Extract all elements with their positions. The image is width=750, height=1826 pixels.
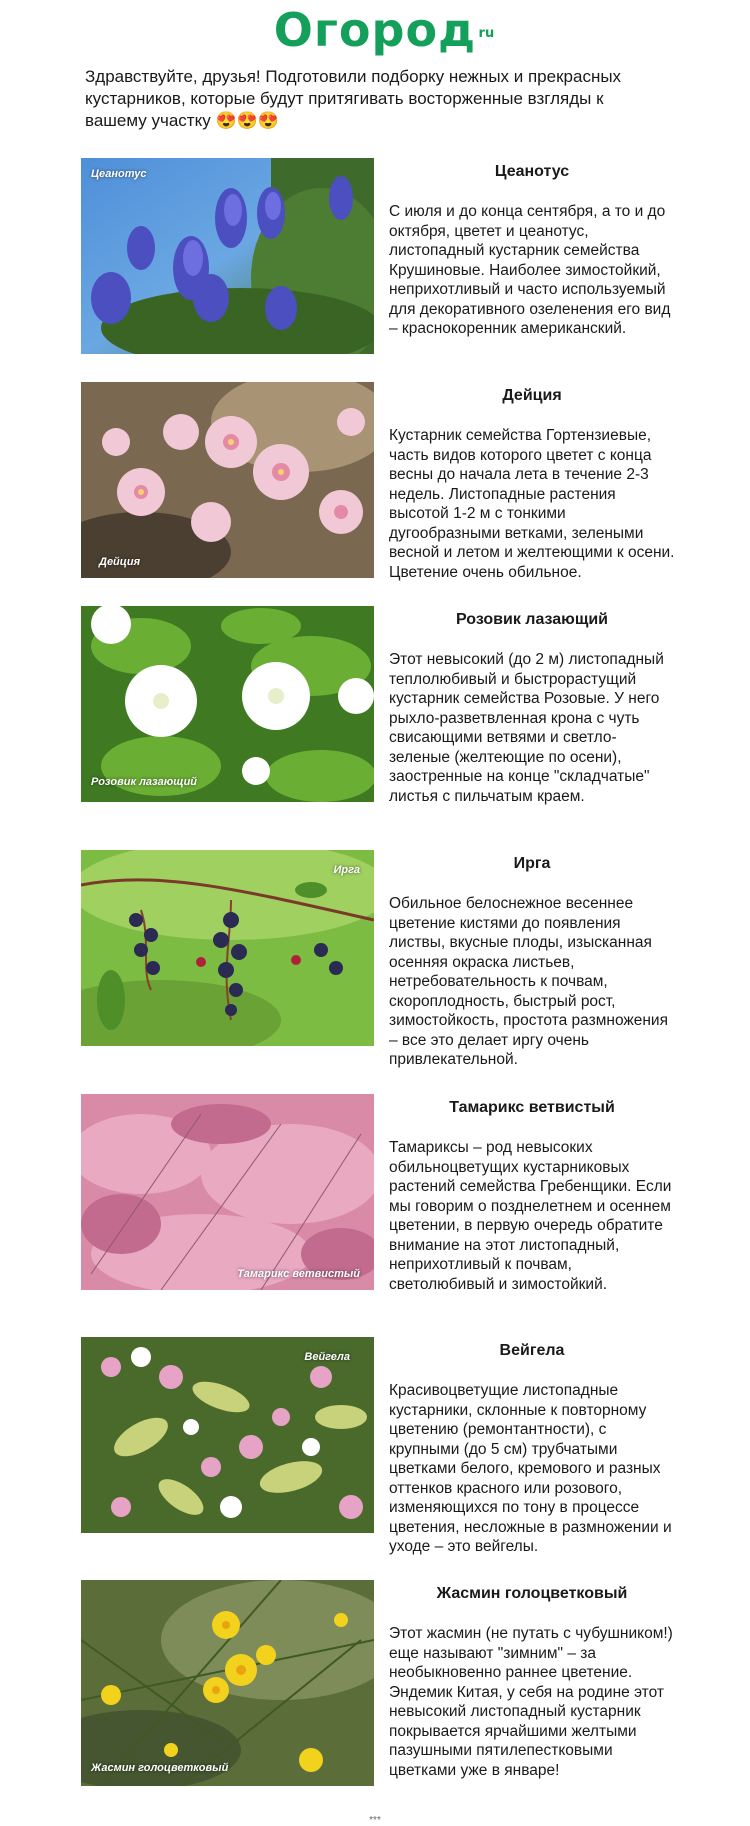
article-title: Розовик лазающий (455, 611, 609, 628)
article-description: Этот жасмин (не путать с чубушником!) еще называют "зимним" – за необыкновенно раннее цветение. Эндемик Китая, у себя на родине этот невысокий листопадный кустарник покрывается ярчайшими желтыми пазушными пятилепестковыми цветками уже в январе! (389, 1625, 673, 1779)
photo-caption: Дейция (99, 556, 141, 568)
deutzia-photo[interactable] (81, 382, 374, 578)
rhodotypos-photo[interactable] (81, 606, 374, 802)
logo-wordmark: Огород (273, 3, 477, 57)
logo-text (273, 3, 495, 57)
article-description: Этот невысокий (до 2 м) листопадный теплолюбивый и быстрорастущий кустарник семейства Розовые. У него рыхло-разветвленная крона с чуть свисающими ветвями и светло-зеленые (желтеющие по осени), заостренные на конце "складчатые" листья с пильчатым краем. (389, 651, 664, 805)
article-text (389, 1337, 675, 1557)
article-description: Красивоцветущие листопадные кустарники, склонные к повторному цветению (ремонтантности), с крупными (до 5 см) трубчатыми цветками белого, кремового и разных оттенков красного или розового, изменяющихся по тону в процессе цветения, несложные в размножении и уходе – это вейгелы. (389, 1382, 672, 1555)
logo-ru-suffix: ru (478, 26, 495, 41)
article-title: Вейгела (499, 1342, 565, 1359)
weigela-photo[interactable] (81, 1337, 374, 1533)
article-description: С июля и до конца сентября, а то и до октября, цветет и цеанотус, листопадный кустарник семейства Крушиновые. Наиболее зимостойкий, неприхотливый и часто используемый для декоративного озеленения его вид – краснокоренник американский. (389, 203, 671, 337)
intro-text: Здравствуйте, друзья! Подготовили подборку нежных и прекрасных кустарников, которые будут притягивать восторженные взгляды к вашему участку 😍😍😍 (85, 67, 622, 130)
site-logo[interactable] (0, 5, 750, 55)
article-text (389, 1580, 675, 1780)
tamarix-photo[interactable] (81, 1094, 374, 1290)
article-text (389, 850, 675, 1070)
article-text (389, 382, 675, 582)
article-title: Цеанотус (494, 163, 570, 180)
article-title: Дейция (502, 387, 562, 404)
article-title: Жасмин голоцветковый (436, 1585, 628, 1602)
photo-caption: Тамарикс ветвистый (237, 1268, 360, 1280)
ceanothus-photo[interactable] (81, 158, 374, 354)
article-description: Тамариксы – род невысоких обильноцветущих кустарниковых растений семейства Гребенщики. Если мы говорим о позднелетнем и осеннем цветении, в первую очередь обратите внимание на этот листопадный, неприхотливый к почвам, светолюбивый и зимостойкий. (389, 1139, 672, 1293)
photo-caption: Вейгела (304, 1351, 350, 1363)
article-title: Тамарикс ветвистый (449, 1099, 615, 1116)
article-title: Ирга (513, 855, 551, 872)
article-text (389, 1094, 675, 1294)
article-description: Кустарник семейства Гортензиевые, часть видов которого цветет с конца весны до начала лета в течение 2-3 недель. Листопадные растения высотой 1-2 м с тонкими дугообразными ветками, зелеными весной и летом и желтеющими к осени. Цветение очень обильное. (389, 427, 675, 581)
amelanchier-photo[interactable] (81, 850, 374, 1046)
footer-separator: *** (369, 1815, 381, 1826)
photo-caption: Ирга (333, 864, 360, 876)
jasmine-photo[interactable] (81, 1580, 374, 1786)
article-text (389, 158, 675, 339)
photo-caption: Розовик лазающий (91, 776, 198, 788)
photo-caption: Жасмин голоцветковый (91, 1762, 229, 1774)
article-description: Обильное белоснежное весеннее цветение кистями до появления листвы, вкусные плоды, изысканная осенняя окраска листьев, нетребовательность к почвам, скороплодность, быстрый рост, зимостойкость, простота размножения – все это делает иргу очень привлекательной. (389, 895, 668, 1068)
photo-caption: Цеанотус (91, 168, 147, 180)
article-text (389, 606, 675, 806)
